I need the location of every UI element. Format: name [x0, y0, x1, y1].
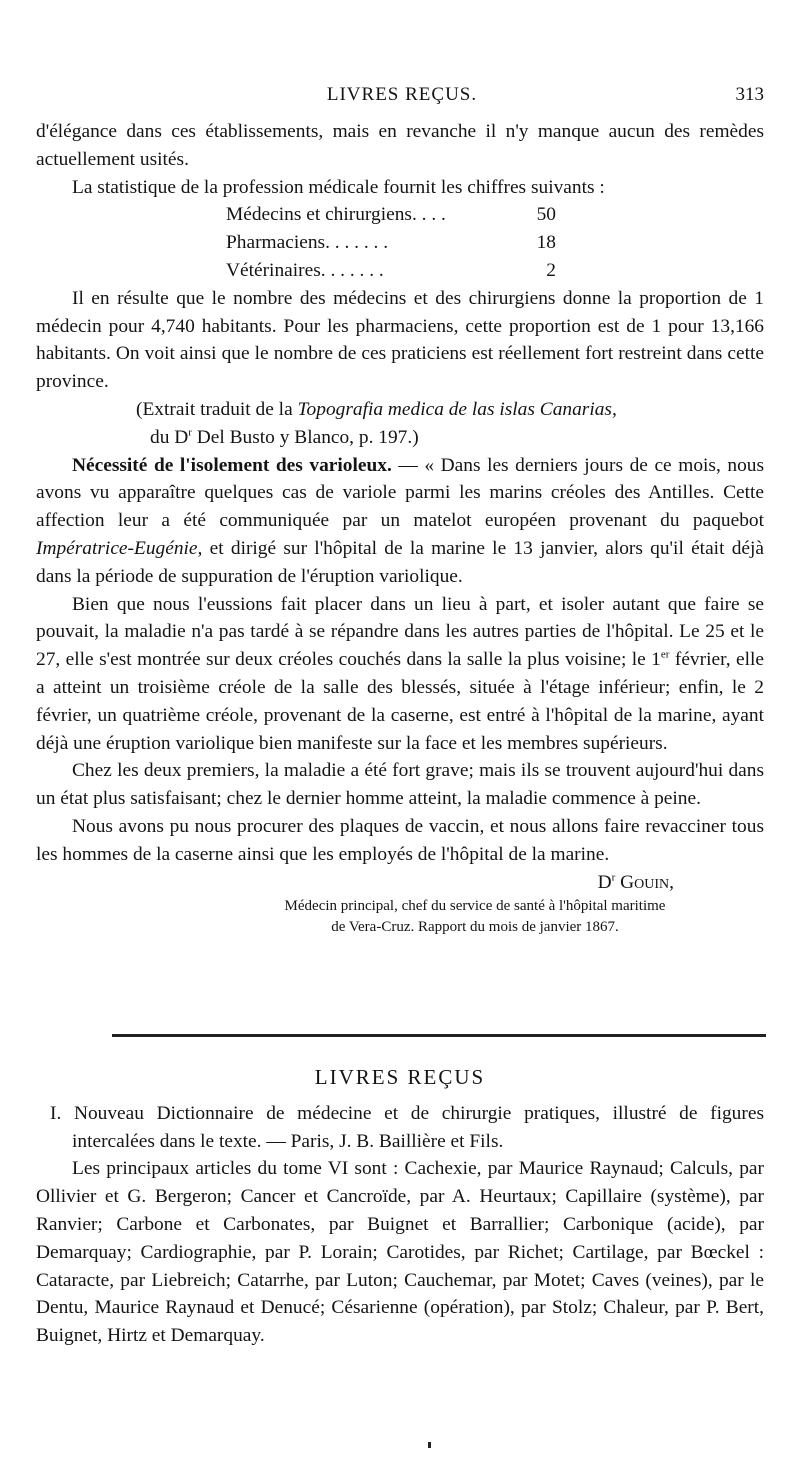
article-p2-a: Bien que nous l'eussions fait placer dans un lieu à part, et isoler autant que faire se pouvait, la maladie n'a pas tardé à se répandre dans les autres parties de l'hôpital. Le 25 et le 27, elle s'est montrée sur deux créoles couchés dans la salle la plus voisine; le 1 [36, 593, 764, 671]
intro-paragraph-1: d'élégance dans ces établissements, mais en revanche il n'y manque aucun des remèdes actuellement usités. [36, 121, 764, 170]
running-header [40, 82, 764, 110]
statistics-table [226, 201, 764, 284]
books-section [36, 1064, 764, 1350]
affiliation-line-2: de Vera-Cruz. Rapport du mois de janvier 1867. [331, 919, 619, 936]
stat-label: Médecins et chirurgiens. . . . [226, 204, 446, 226]
article-paragraph-1 [36, 452, 764, 591]
article-paragraph-4: Nous avons pu nous procurer des plaques de vaccin, et nous allons faire revacciner tous les hommes de la caserne ainsi que les employés de l'hôpital de la marine. [36, 815, 764, 865]
stat-value: 2 [546, 259, 556, 281]
citation-work-title: Topografia medica de las islas Canarias, [297, 398, 617, 420]
stat-row [226, 229, 556, 257]
article-p1-b: et dirigé sur l'hôpital de la marine le 13 janvier, alors qu'il était déjà dans la période de suppuration de l'éruption variolique. [36, 537, 764, 587]
citation-author-pre: du D [150, 426, 189, 448]
article-dash: — « [391, 454, 441, 476]
article-paragraph-3: Chez les deux premiers, la maladie a été fort grave; mais ils se trouvent aujourd'hui dans un état plus satisfaisant; chez le dernier homme atteint, la maladie commence à peine. [36, 760, 764, 810]
stat-row [226, 201, 556, 229]
article-p2-sup: er [660, 648, 670, 661]
stat-label: Vétérinaires. . . . . . . [226, 259, 384, 281]
citation-author [136, 424, 764, 452]
book-entry-1: I. Nouveau Dictionnaire de médecine et de chirurgie pratiques, illustré de figures intercalées dans le texte. — Paris, J. B. Baillière et Fils. [50, 1102, 764, 1152]
citation-author-sup: r [188, 426, 192, 439]
signature [36, 869, 764, 897]
signature-name: Gouin, [615, 871, 674, 893]
books-section-title: LIVRES REÇUS [314, 1065, 486, 1089]
article-paragraph-2 [36, 591, 764, 758]
article-p2-b: février, elle a atteint un troisième créole de la salle des blessés, située à l'étage inférieur; enfin, le 2 février, un quatrième créole, provenant de la caserne, est entré à l'hôpital de la marine, ayant déjà une éruption variolique bien manifeste sur la face et les membres supérieurs. [36, 649, 765, 754]
running-title: LIVRES REÇUS. [326, 84, 478, 105]
stat-value: 50 [536, 204, 556, 226]
signature-pre: D [597, 871, 612, 893]
citation-prefix: (Extrait traduit de la [136, 398, 293, 420]
ship-name: Impératrice-Eugénie, [36, 537, 203, 559]
stat-label: Pharmaciens. . . . . . . [226, 232, 389, 254]
stat-value: 18 [536, 232, 556, 254]
article-p1-a: Dans les derniers jours de ce mois, nous avons vu apparaître quelques cas de variole parmi les marins créoles des Antilles. Cette affection leur a été communiquée par un matelot européen provenant du paquebot [36, 454, 765, 532]
section-divider [112, 1034, 766, 1037]
main-text [36, 118, 764, 938]
article-heading: Nécessité de l'isolement des varioleux. [72, 454, 392, 476]
citation [36, 396, 764, 452]
page-number: 313 [735, 84, 764, 105]
stats-paragraph: Il en résulte que le nombre des médecins et des chirurgiens donne la proportion de 1 médecin pour 4,740 habitants. Pour les pharmaciens, cette proportion est de 1 pour 13,166 habitants. On voit ainsi que le nombre de ces praticiens est réellement fort restreint dans cette province. [36, 287, 764, 393]
page-mark [428, 1442, 431, 1448]
affiliation-line-1: Médecin principal, chef du service de santé à l'hôpital maritime [284, 898, 666, 915]
stat-row [226, 257, 556, 285]
intro-paragraph-2: La statistique de la profession médicale fournit les chiffres suivants : [72, 176, 605, 198]
signature-sup: r [611, 871, 616, 884]
book-entry-2: Les principaux articles du tome VI sont : Cachexie, par Maurice Raynaud; Calculs, par Ollivier et G. Bergeron; Cancer et Cancroïde, par A. Heurtaux; Capillaire (système), par Ranvier; Carbone et Carbonates, par Buignet et Barrallier; Carbonique (acide), par Demarquay; Cardiographie, par P. Lorain; Carotides, par Richet; Cartilage, par Bœckel : Cataracte, par Liebreich; Catarrhe, par Luton; Cauchemar, par Motet; Caves (veines), par le Dentu, Maurice Raynaud et Denucé; Césarienne (opération), par Stolz; Chaleur, par P. Bert, Buignet, Hirtz et Demarquay. [36, 1158, 764, 1347]
citation-author-rest: Del Busto y Blanco, p. 197.) [191, 426, 419, 448]
